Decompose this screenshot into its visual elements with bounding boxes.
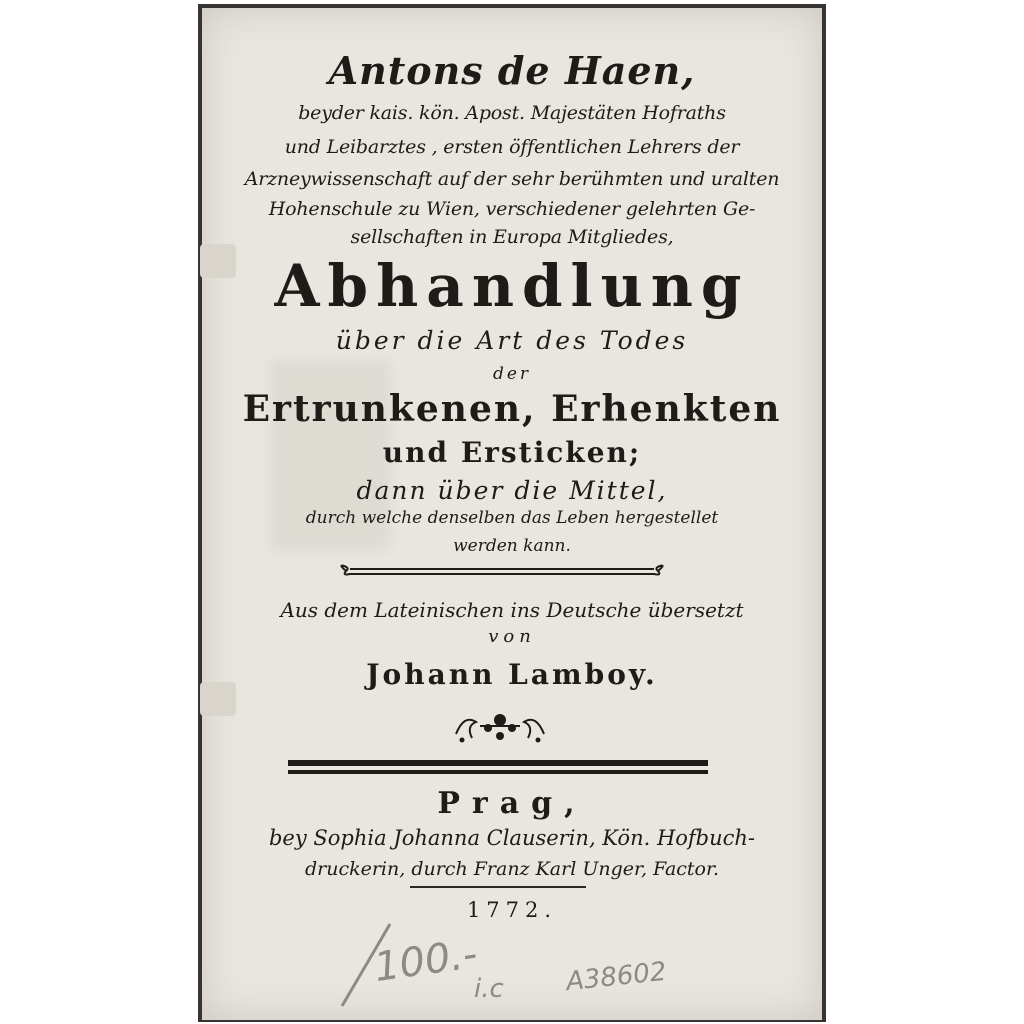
pencil-inventory-number: A38602	[564, 956, 668, 998]
double-rule-top	[288, 760, 708, 766]
imprint-printer: bey Sophia Johanna Clauserin, Kön. Hofbuch-	[268, 826, 756, 850]
author-description-line: und Leibarztes , ersten öffentlichen Lehrers der	[284, 136, 740, 158]
author-description-line: beyder kais. kön. Apost. Majestäten Hofraths	[298, 102, 726, 124]
subtitle-line: und Ersticken;	[382, 436, 642, 469]
double-rule-bottom	[288, 770, 708, 774]
ornamental-rule	[336, 562, 668, 580]
imprint-place: Prag,	[437, 786, 587, 821]
imprint-rule	[410, 886, 586, 888]
author-description-line: Hohenschule zu Wien, verschiedener gelehrten Ge-	[268, 198, 756, 220]
subtitle-line: werden kann.	[453, 536, 571, 556]
translation-note: Aus dem Lateinischen ins Deutsche übersetzt	[280, 598, 744, 622]
subtitle-line: durch welche denselben das Leben hergestellet	[305, 508, 719, 528]
pencil-price-suffix: i.c	[474, 974, 504, 1004]
imprint-printer: druckerin, durch Franz Karl Unger, Factor.	[304, 858, 720, 880]
subtitle-line: Ertrunkenen, Erhenkten	[242, 388, 782, 430]
translation-note: von	[488, 626, 536, 647]
subtitle-line: der	[492, 364, 532, 384]
publication-year: 1772.	[466, 898, 558, 922]
author-description-line: Arzneywissenschaft auf der sehr berühmten und uralten	[244, 168, 780, 190]
author-description-line: sellschaften in Europa Mitgliedes,	[350, 226, 674, 248]
author-name: Antons de Haen,	[328, 48, 696, 93]
translator-name: Johann Lamboy.	[366, 658, 658, 691]
subtitle-line: dann über die Mittel,	[356, 476, 668, 505]
pencil-price-note: 100.-	[371, 931, 481, 991]
book-title: Abhandlung	[274, 252, 750, 320]
subtitle-line: über die Art des Todes	[335, 326, 689, 355]
floral-vignette-icon	[452, 704, 548, 748]
